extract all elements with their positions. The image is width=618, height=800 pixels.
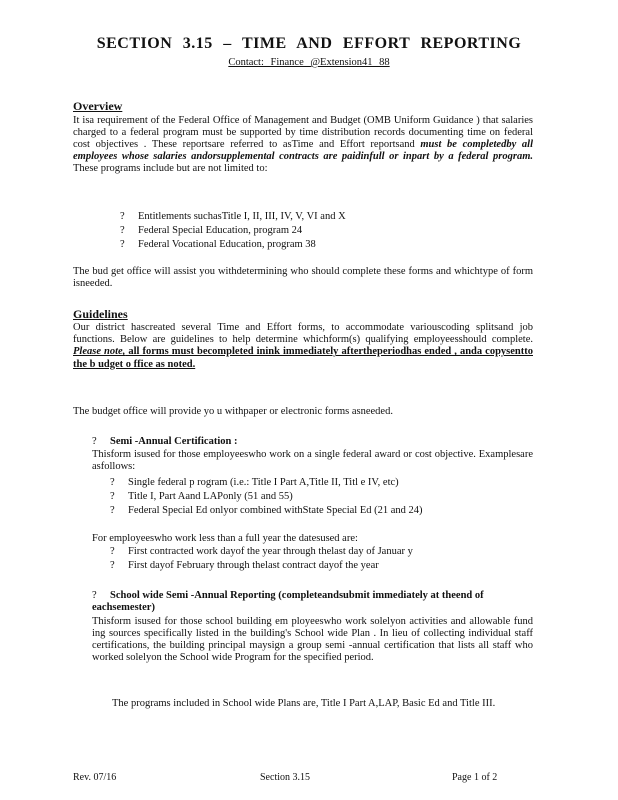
bullet-icon: ?: [110, 560, 115, 571]
schoolwide-heading: ? School wide Semi -Annual Reporting (completeandsubmit immediately at theend of eachsemester): [92, 590, 484, 613]
overview-emphasis: must be completedby all employees whose salaries andorsupplemental contracts are paidinfull or inpart by a federal program.: [73, 139, 533, 162]
bullet-icon: ?: [92, 590, 97, 601]
semi-annual-heading: ? Semi -Annual Certification :: [92, 436, 238, 447]
guidelines-heading: Guidelines: [73, 307, 128, 321]
bullet-icon: ?: [92, 436, 97, 447]
list-item: ? Federal Special Education, program 24: [120, 225, 303, 236]
schoolwide-text: Thisform isused for those school building em ployeeswho work solelyon activities and allowable fund ing sources specifically listed in the building's School wide Plan . In lieu of collecting individual staff certifications, the building principal maysign a group semi -annual certification that lists all staff who worked solelyon the School wide Program for the specified period.: [92, 616, 533, 663]
list-item: ? Federal Special Ed onlyor combined withState Special Ed (21 and 24): [110, 505, 423, 516]
guidelines-paragraph: [73, 322, 533, 371]
less-than-year-text: For employeeswho work less than a full year the datesused are:: [92, 533, 358, 544]
bullet-icon: ?: [110, 491, 115, 502]
list-item: ? Title I, Part Aand LAPonly (51 and 55): [110, 491, 293, 502]
guidelines-note: Please note,: [73, 346, 126, 358]
overview-heading: Overview: [73, 99, 123, 113]
page-title: SECTION 3.15 – TIME AND EFFORT REPORTING: [96, 35, 522, 52]
footer-page: Page 1 of 2: [452, 772, 498, 783]
schoolwide-programs: The programs included in School wide Plans are, Title I Part A,LAP, Basic Ed and Title III.: [112, 698, 496, 709]
overview-text-2: These programs include but are not limited to:: [73, 163, 268, 174]
footer-revision: Rev. 07/16: [73, 772, 117, 783]
overview-text-1: It isa requirement of the Federal Office of Management and Budget (OMB Uniform Guidance ) that salaries charged to a federal program must be supported by time distribution records documenting time on federal cost objectives . These reportsare referred to asTime and Effort reportsand: [73, 115, 533, 150]
bullet-icon: ?: [120, 239, 125, 250]
guidelines-emphasis: all forms must becompleted inink immediately aftertheperiodhas ended , anda copysentto the b udget o ffice as noted.: [73, 346, 533, 370]
overview-paragraph-2: The bud get office will assist you withdetermining who should complete these forms and whichtype of form isneeded.: [73, 266, 533, 289]
list-item: ? Federal Vocational Education, program 38: [120, 239, 316, 250]
guidelines-paragraph-2: The budget office will provide yo u withpaper or electronic forms asneeded.: [73, 406, 393, 417]
list-item: ? Single federal p rogram (i.e.: Title I Part A,Title II, Titl e IV, etc): [110, 477, 399, 488]
list-item: ? First dayof February through thelast contract dayof the year: [110, 560, 379, 571]
list-item: ? First contracted work dayof the year through thelast day of Januar y: [110, 546, 413, 557]
guidelines-text-1: Our district hascreated several Time and Effort forms, to accommodate variouscoding splitsand job functions. Below are guidelines to help determine whichform(s) qualifying employeesshould complete.: [73, 322, 533, 346]
semi-annual-text: Thisform isused for those employeeswho work on a single federal award or cost objective. Examplesare asfollows:: [92, 449, 533, 472]
bullet-icon: ?: [120, 211, 125, 222]
footer-section: Section 3.15: [260, 772, 310, 783]
bullet-icon: ?: [120, 225, 125, 236]
bullet-icon: ?: [110, 477, 115, 488]
bullet-icon: ?: [110, 505, 115, 516]
overview-paragraph: [73, 115, 533, 175]
list-item: ? Entitlements suchasTitle I, II, III, IV, V, VI and X: [120, 211, 346, 222]
contact-line: Contact: Finance @Extension41 88: [228, 57, 390, 68]
bullet-icon: ?: [110, 546, 115, 557]
